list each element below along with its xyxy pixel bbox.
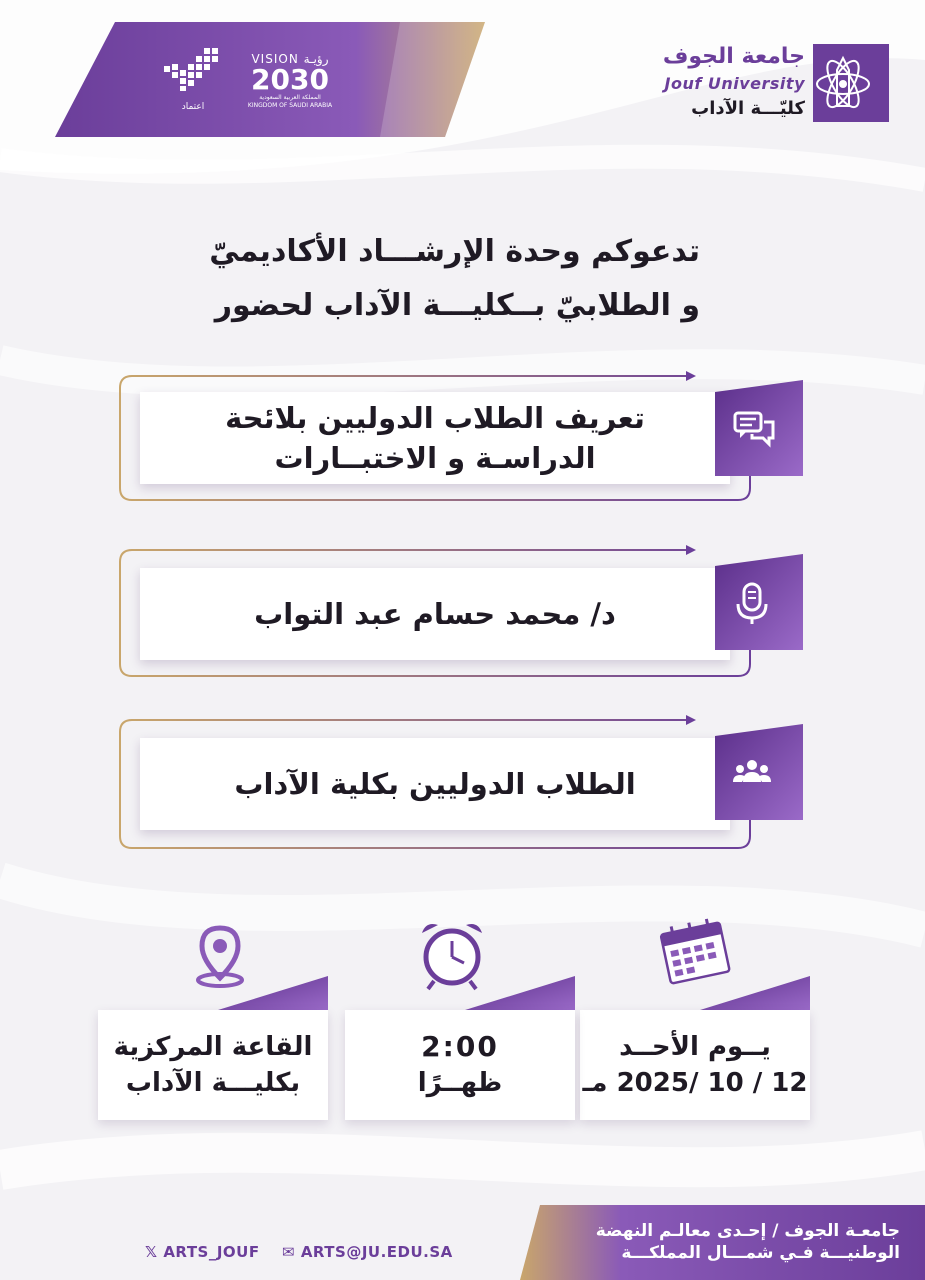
email-address: ARTS@JU.EDU.SA xyxy=(300,1243,453,1261)
date-accent xyxy=(580,976,810,1010)
x-handle: ARTS_JOUF xyxy=(163,1243,260,1261)
time-value: 2:00 xyxy=(421,1030,499,1063)
vision-year: 2030 xyxy=(251,63,329,96)
place-college: بكليـــة الآداب xyxy=(125,1068,301,1098)
footer-tagline-line-2: الوطنيـــة فـي شمـــال المملكـــة xyxy=(621,1243,900,1263)
place-box xyxy=(98,1010,328,1120)
vision-country-ar: المملكة العربية السعودية xyxy=(259,94,321,101)
microphone-icon xyxy=(730,582,774,626)
card-audience xyxy=(140,738,730,830)
intro-line-1: تدعوكم وحدة الإرشـــاد الأكاديميّ xyxy=(209,234,700,269)
vision-title: VISION xyxy=(251,52,299,66)
etimad-label: اعتماد xyxy=(181,102,205,112)
footer-x-account[interactable] xyxy=(145,1243,260,1261)
intro-line-2: و الطلابيّ بــكليـــة الآداب لحضور xyxy=(214,288,700,323)
card-topic-line-1: تعريف الطلاب الدوليين بلائحة xyxy=(225,401,645,435)
card-speaker xyxy=(140,568,730,660)
card-topic xyxy=(140,392,730,484)
card-topic-line-2: الدراسـة و الاختبــارات xyxy=(274,441,596,475)
time-box xyxy=(345,1010,575,1120)
footer-tagline xyxy=(545,1220,900,1264)
university-name-en: Jouf University xyxy=(664,74,805,93)
card-audience-text: الطلاب الدوليين بكلية الآداب xyxy=(234,767,636,801)
vision-title-ar: رؤيـة xyxy=(303,52,329,66)
footer-email[interactable] xyxy=(282,1243,453,1261)
time-accent xyxy=(345,976,575,1010)
place-hall: القاعة المركزية xyxy=(113,1032,313,1062)
envelope-icon: ✉ xyxy=(282,1243,296,1261)
time-period: ظهــرًا xyxy=(417,1068,503,1098)
college-name: كليّـــة الآداب xyxy=(691,98,805,119)
university-name-ar: جامعة الجوف xyxy=(662,44,805,69)
card-speaker-name: د/ محمد حسام عبد التواب xyxy=(254,597,616,631)
date-day: يــوم الأحــد xyxy=(619,1032,771,1062)
x-logo-icon: 𝕏 xyxy=(145,1243,158,1261)
footer-tagline-line-1: جامعـة الجوف / إحـدى معالـم النهضة xyxy=(595,1221,900,1241)
chat-icon xyxy=(732,408,776,452)
date-box xyxy=(580,1010,810,1120)
place-accent xyxy=(98,976,328,1010)
people-icon xyxy=(730,752,774,796)
vision-country-en: KINGDOM OF SAUDI ARABIA xyxy=(247,102,333,109)
date-value: 12 / 10 /2025 مـ xyxy=(582,1068,808,1098)
